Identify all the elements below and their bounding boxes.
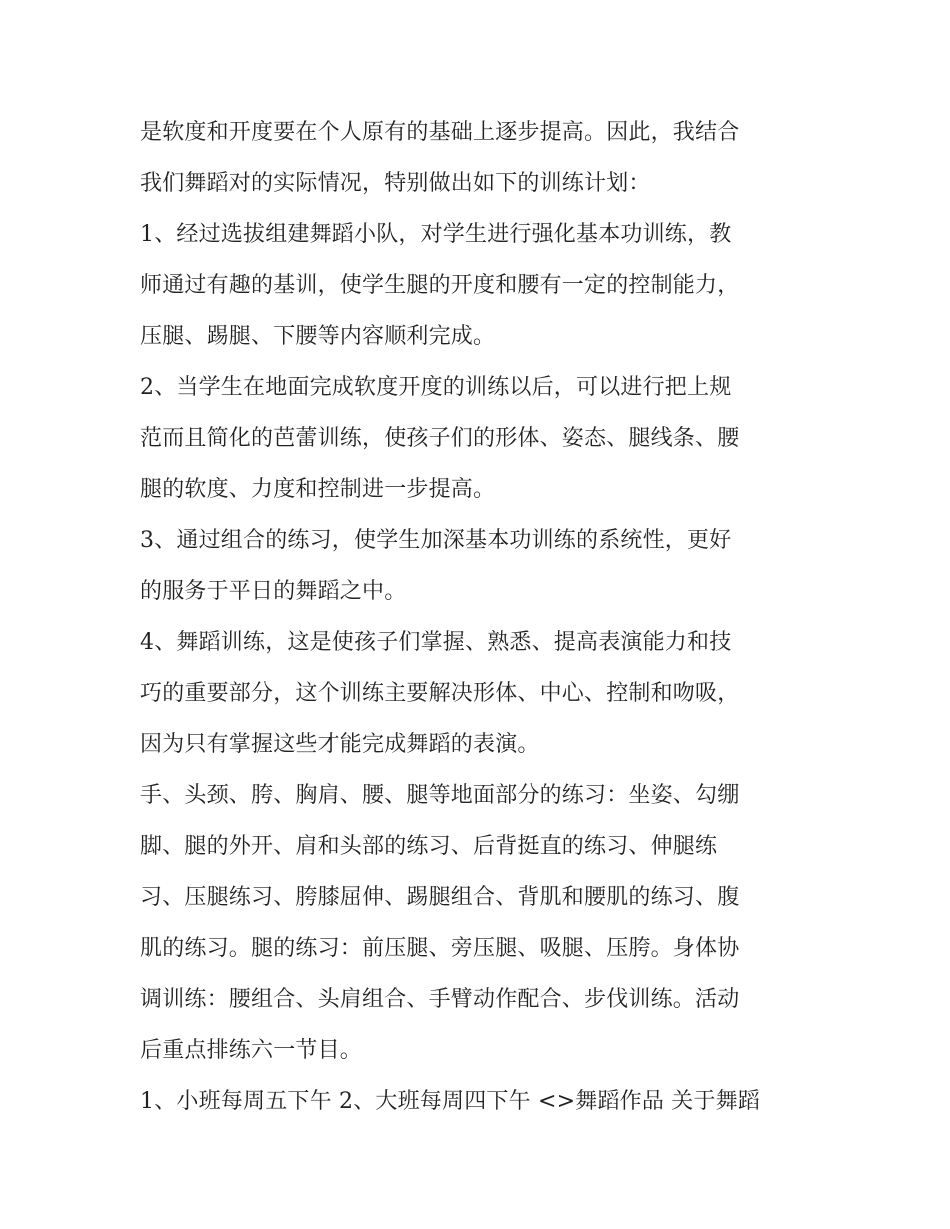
text-line: 4、舞蹈训练，这是使孩子们掌握、熟悉、提高表演能力和技	[140, 630, 732, 655]
text-line: 习、压腿练习、胯膝屈伸、踢腿组合、背肌和腰肌的练习、腹	[140, 885, 740, 910]
text-line: 师通过有趣的基训，使学生腿的开度和腰有一定的控制能力，	[140, 273, 740, 298]
text-line: 后重点排练六一节目。	[140, 1038, 363, 1063]
text-line: 2、当学生在地面完成软度开度的训练以后，可以进行把上规	[140, 375, 732, 400]
text-line: 巧的重要部分，这个训练主要解决形体、中心、控制和吻吸，	[140, 681, 740, 706]
text-line: 腿的软度、力度和控制进一步提高。	[140, 477, 496, 502]
text-line: 脚、腿的外开、肩和头部的练习、后背挺直的练习、伸腿练	[140, 834, 718, 859]
text-line: 3、通过组合的练习，使学生加深基本功训练的系统性，更好	[140, 528, 732, 553]
document-body	[140, 107, 815, 1127]
text-line: 1、经过选拔组建舞蹈小队，对学生进行强化基本功训练，教	[140, 222, 732, 247]
text-line: 压腿、踢腿、下腰等内容顺利完成。	[140, 324, 496, 349]
text-line: 我们舞蹈对的实际情况，特别做出如下的训练计划：	[140, 171, 651, 196]
text-line: 因为只有掌握这些才能完成舞蹈的表演。	[140, 732, 540, 757]
text-line: 范而且简化的芭蕾训练，使孩子们的形体、姿态、腿线条、腰	[140, 426, 740, 451]
text-line: 肌的练习。腿的练习：前压腿、旁压腿、吸腿、压胯。身体协	[140, 936, 740, 961]
text-line: 手、头颈、胯、胸肩、腰、腿等地面部分的练习：坐姿、勾绷	[140, 783, 740, 808]
text-line: 调训练：腰组合、头肩组合、手臂动作配合、步伐训练。活动	[140, 987, 740, 1012]
text-line: 是软度和开度要在个人原有的基础上逐步提高。因此，我结合	[140, 120, 740, 145]
text-line: 1、小班每周五下午 2、大班每周四下午 <>舞蹈作品 关于舞蹈	[140, 1089, 761, 1114]
text-line: 的服务于平日的舞蹈之中。	[140, 579, 407, 604]
